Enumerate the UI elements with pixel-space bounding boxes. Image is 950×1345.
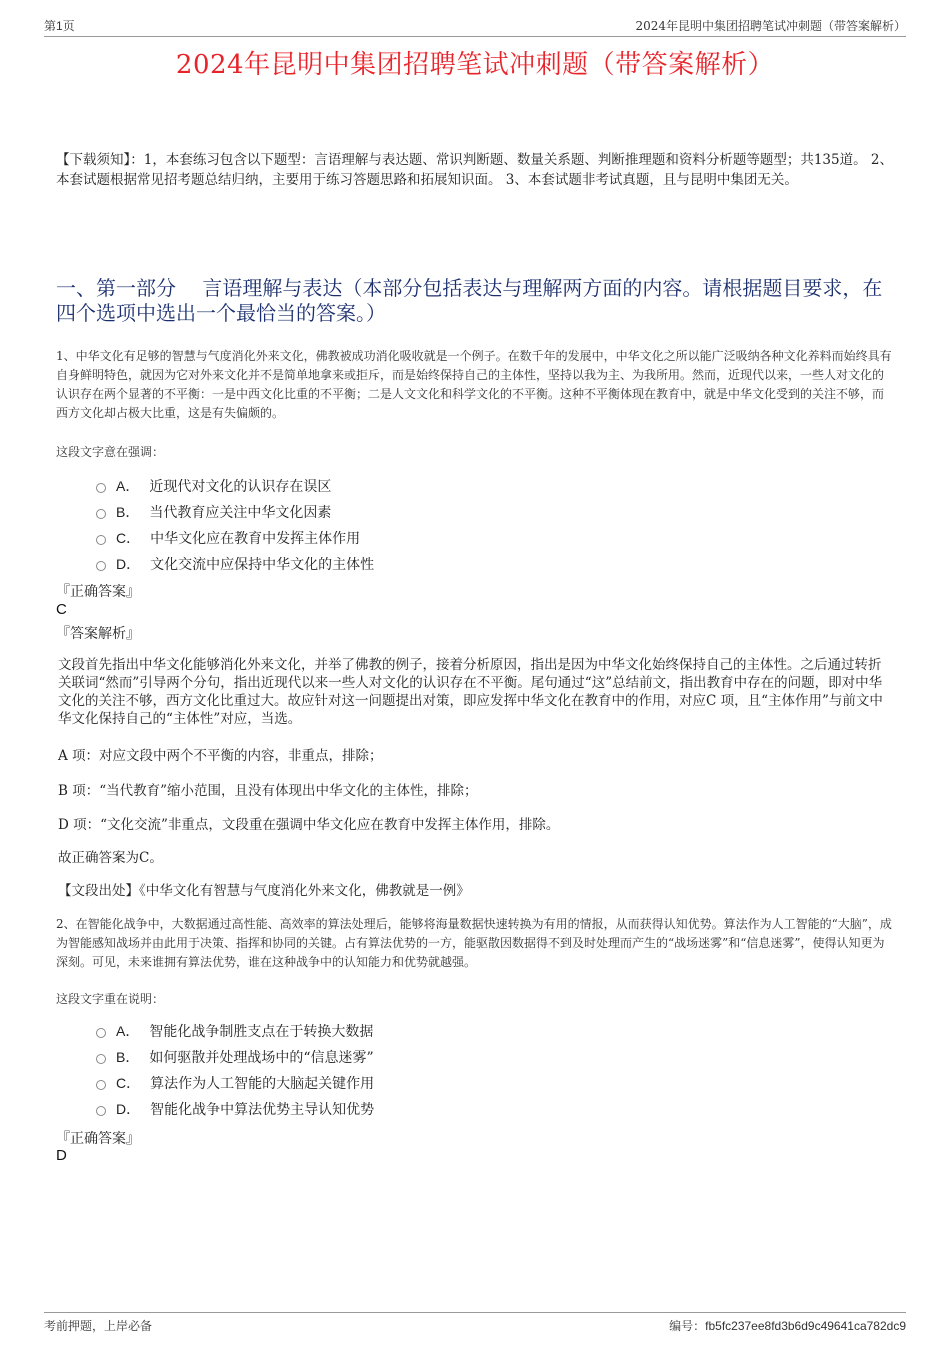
question-1-note-a: A 项：对应文段中两个不平衡的内容，非重点，排除； (58, 748, 383, 764)
option-text: 智能化战争制胜支点在于转换大数据 (149, 1024, 374, 1040)
option-text: 近现代对文化的认识存在误区 (149, 479, 332, 495)
option-text: 当代教育应关注中华文化因素 (149, 505, 332, 521)
radio-icon[interactable] (96, 1080, 106, 1090)
question-1-note-b: B 项：“当代教育”缩小范围，且没有体现出中华文化的主体性，排除； (58, 783, 478, 799)
radio-icon[interactable] (96, 535, 106, 545)
option-text: 中华文化应在教育中发挥主体作用 (150, 531, 361, 547)
question-2-option-c[interactable] (96, 1070, 374, 1096)
section-title: 一、第一部分 言语理解与表达（本部分包括表达与理解两方面的内容。请根据题目要求，在四个选项中选出一个最恰当的答案。） (56, 276, 883, 325)
serial-label: 编号： (669, 1319, 706, 1333)
question-1-prompt: 这段文字意在强调： (56, 445, 165, 459)
question-2-option-b[interactable] (96, 1044, 374, 1070)
page-footer (44, 1312, 906, 1334)
question-1-option-a[interactable] (96, 473, 374, 499)
question-2-text: 2、在智能化战争中，大数据通过高性能、高效率的算法处理后，能够将海量数据快速转换为有用的情报，从而获得认知优势。算法作为人工智能的“大脑”，成为智能感知战场并由此用于决策、指挥和协同的关键。占有算法优势的一方，能驱散因数据得不到及时处理而产生的“战场迷雾”和“信息迷雾”，使得认知更为深刻。可见，未来谁拥有算法优势，谁在这种战争中的认知能力和优势就越强。 (56, 917, 892, 969)
option-text: 智能化战争中算法优势主导认知优势 (150, 1102, 375, 1118)
question-1-answer: C (56, 601, 67, 618)
page-number: 第1页 (44, 19, 75, 33)
question-1-source: 【文段出处】《中华文化有智慧与气度消化外来文化，佛教就是一例》 (58, 883, 470, 899)
option-key: D． (116, 1101, 141, 1117)
question-1-text: 1、中华文化有足够的智慧与气度消化外来文化，佛教被成功消化吸收就是一个例子。在数千年的发展中，中华文化之所以能广泛吸纳各种文化养料而始终具有自身鲜明特色，就因为它对外来文化并不是简单地拿来或拒斥，而是始终保持自己的主体性，坚持以我为主、为我所用。然而，近现代以来，一些人对文化的认识存在两个显著的不平衡：一是中西文化比重的不平衡；二是人文文化和科学文化的不平衡。这种不平衡体现在教育中，就是中华文化受到的关注不够，而西方文化却占极大比重，这是有失偏颇的。 (56, 349, 892, 420)
option-key: B． (116, 504, 140, 520)
footer-slogan: 考前押题，上岸必备 (44, 1319, 153, 1333)
question-2-prompt: 这段文字重在说明： (56, 992, 165, 1006)
option-key: A． (116, 478, 140, 494)
radio-icon[interactable] (96, 1106, 106, 1116)
question-1-conclusion: 故正确答案为C。 (58, 850, 163, 866)
question-1-note-d: D 项：“文化交流”非重点，文段重在强调中华文化应在教育中发挥主体作用，排除。 (58, 817, 560, 833)
header-doc-title: 2024年昆明中集团招聘笔试冲刺题（带答案解析） (635, 19, 906, 33)
option-key: A． (116, 1023, 140, 1039)
question-2-answer: D (56, 1147, 67, 1164)
radio-icon[interactable] (96, 1054, 106, 1064)
option-key: B． (116, 1049, 140, 1065)
radio-icon[interactable] (96, 1028, 106, 1038)
question-1-analysis: 文段首先指出中华文化能够消化外来文化，并举了佛教的例子，接着分析原因，指出是因为中华文化始终保持自己的主体性。之后通过转折关联词“然而”引导两个分句，指出近现代以来一些人对文化的认识存在不平衡。尾句通过“这”总结前文，指出教育中存在的问题，即对中华文化的关注不够，西方文化比重过大。故应针对这一问题提出对策，即应发挥中华文化在教育中的作用，对应C 项，且“主体作用”与前文中华文化保持自己的“主体性”对应，当选。 (58, 657, 883, 727)
radio-icon[interactable] (96, 483, 106, 493)
serial-number: fb5fc237ee8fd3b6d9c49641ca782dc9 (705, 1319, 906, 1333)
question-1-option-b[interactable] (96, 499, 374, 525)
option-key: D． (116, 556, 141, 572)
question-1-options (96, 473, 374, 577)
option-text: 如何驱散并处理战场中的“信息迷雾” (149, 1050, 374, 1066)
download-notice: 【下载须知】：1，本套练习包含以下题型：言语理解与表达题、常识判断题、数量关系题、判断推理题和资料分析题等题型；共135道。 2、本套试题根据常见招考题总结归纳，主要用于练习答题思路和拓展知识面。 3、本套试题非考试真题，且与昆明中集团无关。 (56, 152, 893, 188)
question-1-analysis-label: 『答案解析』 (56, 626, 140, 642)
radio-icon[interactable] (96, 509, 106, 519)
question-2-option-d[interactable] (96, 1096, 374, 1122)
option-text: 算法作为人工智能的大脑起关键作用 (150, 1076, 375, 1092)
option-key: C． (116, 1075, 141, 1091)
question-1-option-c[interactable] (96, 525, 374, 551)
document-title: 2024年昆明中集团招聘笔试冲刺题（带答案解析） (175, 50, 775, 80)
question-2-option-a[interactable] (96, 1018, 374, 1044)
question-2-options (96, 1018, 374, 1122)
radio-icon[interactable] (96, 561, 106, 571)
question-1-option-d[interactable] (96, 551, 374, 577)
option-text: 文化交流中应保持中华文化的主体性 (150, 557, 375, 573)
footer-serial-block (669, 1317, 906, 1334)
question-1-answer-label: 『正确答案』 (56, 584, 140, 600)
question-2-answer-label: 『正确答案』 (56, 1131, 140, 1147)
page-header (44, 14, 906, 37)
option-key: C． (116, 530, 141, 546)
